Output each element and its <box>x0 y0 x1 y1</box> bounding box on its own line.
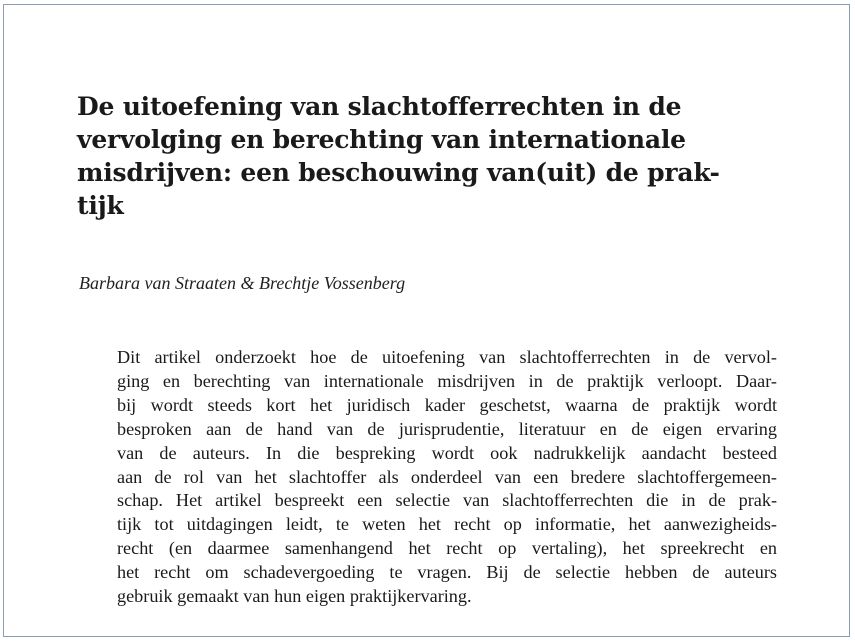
title-line: vervolging en berechting van internationale <box>77 125 686 154</box>
abstract-line: het recht om schadevergoeding te vragen. Bij de selectie hebben de auteurs <box>117 562 777 583</box>
title-line: misdrijven: een beschouwing van(uit) de prak- <box>77 158 720 187</box>
article-abstract <box>117 346 777 609</box>
abstract-line: aan de rol van het slachtoffer als onderdeel van een bredere slachtoffergemeen- <box>117 466 777 487</box>
abstract-line: recht (en daarmee samenhangend het recht op vertaling), het spreekrecht en <box>117 538 777 559</box>
title-line: De uitoefening van slachtofferrechten in de <box>77 92 682 121</box>
title-line: tijk <box>77 191 124 220</box>
abstract-line: tijk tot uitdagingen leidt, te weten het recht op informatie, het aanwezigheids- <box>117 514 777 535</box>
abstract-line: ging en berechting van internationale misdrijven in de praktijk verloopt. Daar- <box>117 370 777 391</box>
article-title <box>77 90 757 222</box>
abstract-line: gebruik gemaakt van hun eigen praktijkervaring. <box>117 586 472 607</box>
abstract-line: schap. Het artikel bespreekt een selectie van slachtofferrechten die in de prak- <box>117 490 777 511</box>
article-authors: Barbara van Straaten & Brechtje Vossenberg <box>79 273 406 293</box>
abstract-line: bij wordt steeds kort het juridisch kader geschetst, waarna de praktijk wordt <box>117 394 777 415</box>
abstract-line: besproken aan de hand van de jurisprudentie, literatuur en de eigen ervaring <box>117 418 777 439</box>
abstract-line: Dit artikel onderzoekt hoe de uitoefening van slachtofferrechten in de vervol- <box>117 347 777 367</box>
abstract-line: van de auteurs. In die bespreking wordt ook nadrukkelijk aandacht besteed <box>117 442 777 463</box>
